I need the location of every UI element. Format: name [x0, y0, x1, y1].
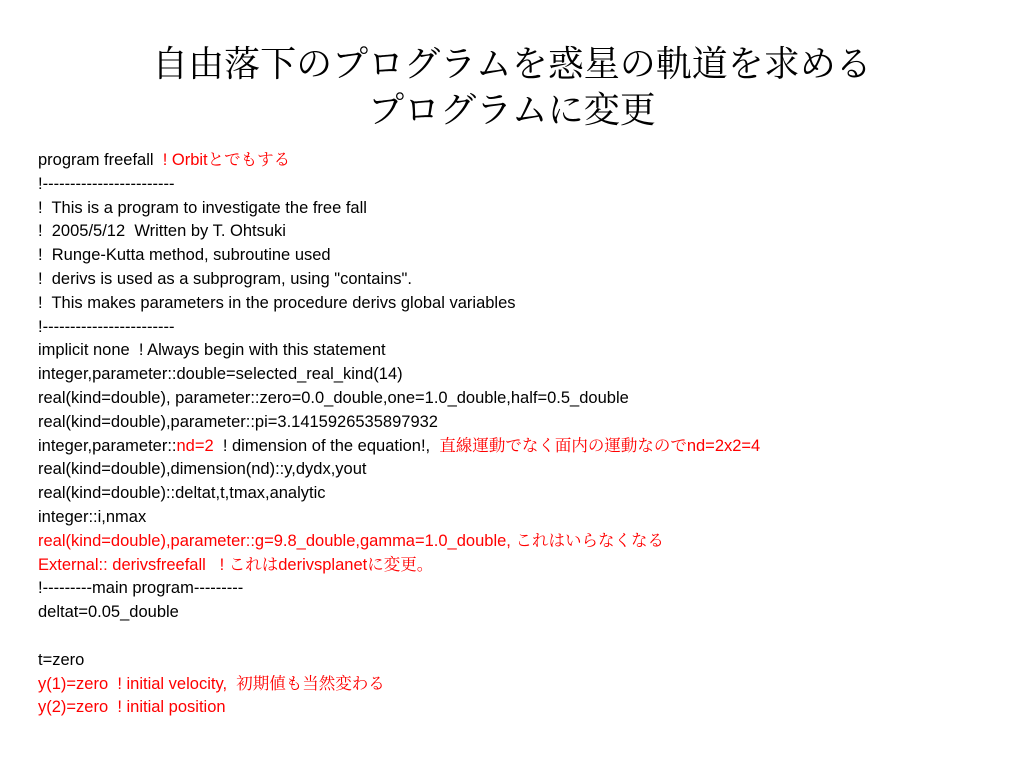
code-line-comment: ! This makes parameters in the procedure derivs global variables — [38, 293, 516, 312]
code-line-arrays: real(kind=double),dimension(nd)::y,dydx,yout — [38, 460, 367, 479]
code-line-double-kind: integer,parameter::double=selected_real_kind(14) — [38, 365, 403, 384]
code-line-pi: real(kind=double),parameter::pi=3.1415926535897932 — [38, 412, 438, 431]
code-line-separator: !------------------------ — [38, 317, 175, 336]
code-line-implicit-none: implicit none ! Always begin with this statement — [38, 341, 386, 360]
code-line-y1-init: y(1)=zero ! initial velocity, 初期値も当然変わる — [38, 674, 385, 693]
code-line-comment: ! 2005/5/12 Written by T. Ohtsuki — [38, 222, 286, 241]
code-nd-comment: ! dimension of the equation!, — [213, 436, 440, 455]
code-program-statement: program freefall — [38, 151, 163, 169]
code-line-constants: real(kind=double), parameter::zero=0.0_double,one=1.0_double,half=0.5_double — [38, 388, 629, 407]
code-line-comment: ! Runge-Kutta method, subroutine used — [38, 246, 331, 265]
code-line-program — [38, 149, 998, 173]
code-line-deltat: deltat=0.05_double — [38, 603, 179, 622]
code-line-blank — [38, 625, 998, 649]
slide-title-line-1: 自由落下のプログラムを惑星の軌道を求める — [152, 44, 872, 85]
code-line-main-program-separator: !---------main program--------- — [38, 579, 244, 598]
code-line-y2-init: y(2)=zero ! initial position — [38, 698, 226, 717]
code-program-note: ! Orbitとでもする — [162, 151, 291, 169]
code-line-separator: !------------------------ — [38, 174, 175, 193]
code-nd-prefix: integer,parameter:: — [38, 436, 177, 455]
code-line-comment: ! derivs is used as a subprogram, using "contains". — [38, 269, 412, 288]
code-line-t-init: t=zero — [38, 650, 85, 669]
code-line-scalars: real(kind=double)::deltat,t,tmax,analytic — [38, 484, 326, 503]
slide-title-line-2: プログラムに変更 — [368, 90, 656, 131]
code-line-integers: integer::i,nmax — [38, 507, 147, 526]
code-listing — [38, 149, 998, 720]
slide-title — [40, 42, 984, 134]
code-nd-value: nd=2 — [176, 436, 214, 455]
code-nd-note: 直線運動でなく面内の運動なのでnd=2x2=4 — [439, 436, 761, 455]
code-line-nd — [38, 435, 998, 459]
code-line-external: External:: derivsfreefall ! これはderivsplanetに変更。 — [38, 555, 434, 574]
code-line-gravity-params: real(kind=double),parameter::g=9.8_double,gamma=1.0_double, これはいらなくなる — [38, 531, 664, 550]
code-line-comment: ! This is a program to investigate the free fall — [38, 198, 367, 217]
